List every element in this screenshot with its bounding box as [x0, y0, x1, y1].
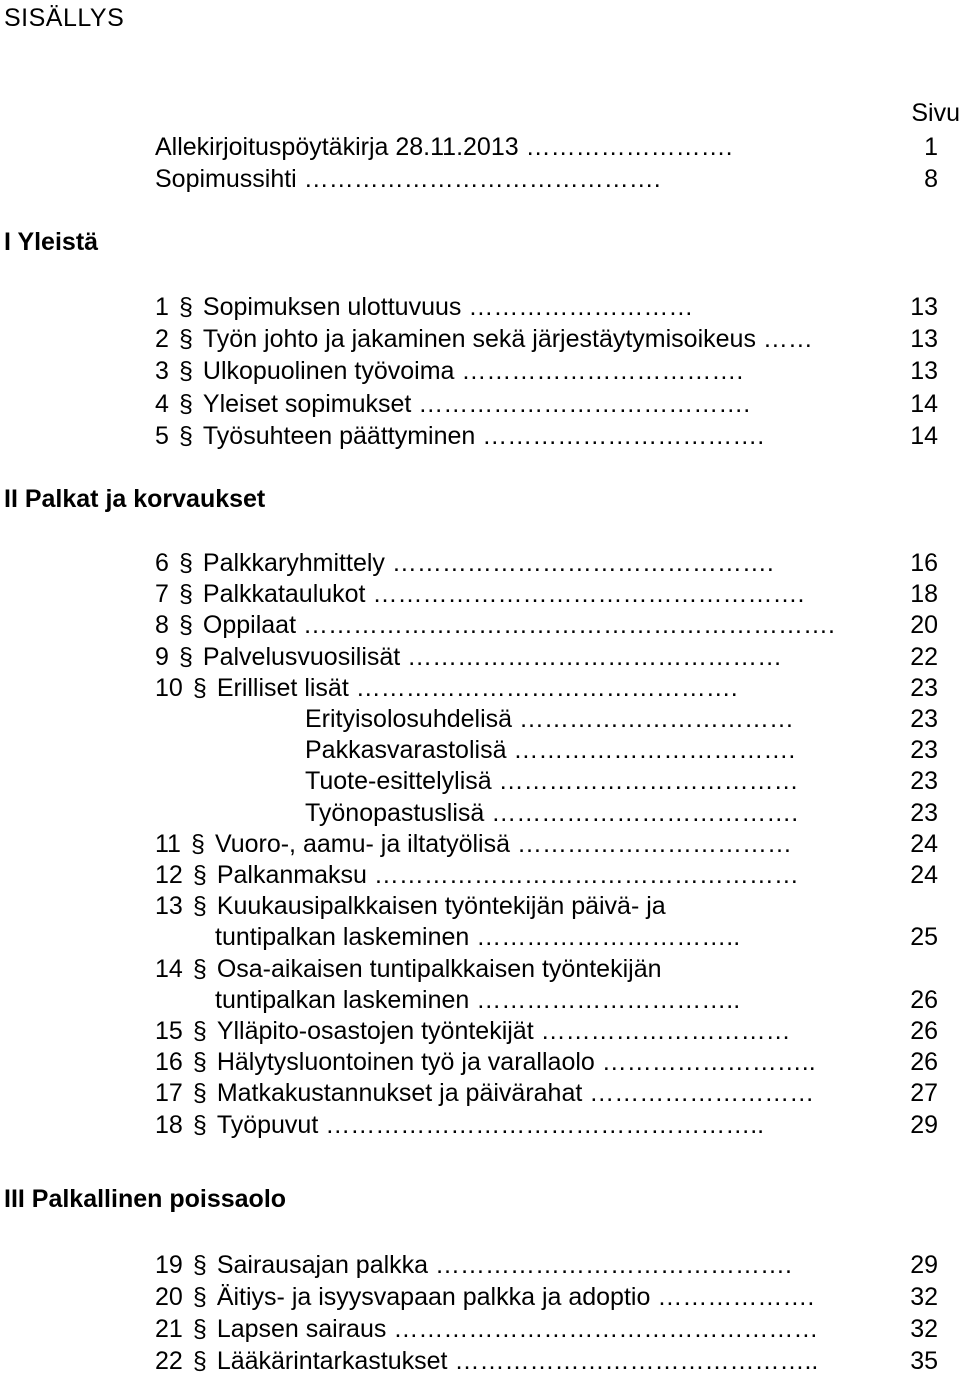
page-number: 29	[910, 1251, 938, 1279]
entry-text: Lääkärintarkastukset	[216, 1347, 448, 1375]
section-number: 16	[155, 1048, 183, 1077]
leader-dots: …………………………..	[469, 923, 741, 952]
toc-subentry	[305, 703, 794, 735]
toc-entry	[155, 1249, 792, 1281]
section-number: 5	[155, 421, 169, 450]
section-number: 4	[155, 389, 169, 418]
toc-title: SISÄLLYS	[4, 4, 125, 32]
page-number: 23	[910, 736, 938, 765]
entry-text: Sairausajan palkka	[216, 1251, 429, 1279]
leader-dots: ………………………………….	[411, 389, 751, 418]
toc-subentry	[305, 765, 799, 797]
page-number: 26	[910, 1048, 938, 1077]
entry-text: Matkakustannukset ja päivärahat	[216, 1079, 583, 1108]
section-sign: §	[178, 389, 193, 418]
page-number: 23	[910, 705, 938, 733]
leader-dots: ……………………………….	[484, 798, 799, 827]
toc-entry	[155, 578, 804, 610]
leader-dots: ……………………………	[510, 829, 792, 858]
section-sign: §	[192, 673, 207, 702]
toc-subentry	[305, 797, 798, 829]
leader-dots: …………………….	[525, 133, 733, 161]
section-number: 15	[155, 1017, 183, 1045]
entry-text: Sopimuksen ulottuvuus	[202, 293, 462, 321]
section-sign: §	[178, 325, 193, 354]
section-number: 9	[155, 642, 169, 671]
section-heading: II Palkat ja korvaukset	[4, 485, 266, 513]
section-number: 11	[155, 829, 181, 858]
entry-text: Ylläpito-osastojen työntekijät	[216, 1017, 534, 1045]
entry-text: Oppilaat	[202, 611, 297, 640]
section-number: 20	[155, 1283, 183, 1311]
section-number: 18	[155, 1110, 183, 1139]
leader-dots: ……………………………………….	[348, 673, 738, 702]
leader-dots: ………………………	[461, 293, 694, 321]
toc-entry	[155, 641, 782, 673]
page-number: 13	[910, 357, 938, 386]
entry-text: Äitiys- ja isyysvapaan palkka ja adoptio	[216, 1283, 651, 1311]
leader-dots: …………………………….	[454, 357, 744, 386]
page-number: 24	[910, 829, 938, 858]
section-number: 3	[155, 357, 169, 386]
leader-dots: ……………………..	[594, 1048, 816, 1077]
entry-text: Osa-aikaisen tuntipalkkaisen työntekijän	[216, 954, 662, 983]
entry-text: Palkanmaksu	[216, 861, 367, 889]
entry-continuation	[215, 921, 740, 953]
section-number: 17	[155, 1079, 183, 1108]
section-heading: III Palkallinen poissaolo	[4, 1185, 287, 1213]
entry-text: tuntipalkan laskeminen	[215, 985, 470, 1014]
entry-text: Erilliset lisät	[216, 673, 349, 702]
page-number: 18	[910, 580, 938, 609]
toc-entry	[155, 672, 738, 704]
toc-subentry	[305, 734, 795, 766]
section-sign: §	[192, 1315, 207, 1343]
leader-dots: ……………………………………………..	[318, 1110, 765, 1139]
toc-entry	[155, 1281, 814, 1313]
entry-text: Hälytysluontoinen työ ja varallaolo	[216, 1048, 595, 1077]
section-sign: §	[192, 1079, 207, 1108]
page-number: 23	[910, 767, 938, 796]
section-heading: I Yleistä	[4, 228, 99, 256]
entry-text: Työpuvut	[216, 1110, 319, 1139]
entry-text: Työsuhteen päättyminen	[202, 421, 476, 450]
page-number: 35	[910, 1347, 938, 1375]
leader-dots: ……………………………	[512, 705, 794, 733]
section-sign: §	[178, 642, 193, 671]
toc-entry	[155, 953, 662, 985]
toc-entry	[155, 420, 764, 452]
section-sign: §	[192, 1283, 207, 1311]
leader-dots: ……………………………………………	[386, 1315, 819, 1343]
section-number: 21	[155, 1315, 183, 1343]
page-number: 32	[910, 1283, 938, 1311]
toc-entry	[155, 547, 774, 579]
leader-dots: …………………………..	[469, 985, 741, 1014]
leader-dots: ……………………………………………	[366, 861, 799, 889]
section-sign: §	[178, 421, 193, 450]
toc-entry	[155, 859, 799, 891]
entry-text: Palvelusvuosilisät	[202, 642, 401, 671]
section-number: 6	[155, 549, 169, 577]
page-number: 14	[910, 421, 938, 450]
page-number: 26	[910, 985, 938, 1014]
leader-dots: ………………………………………	[400, 642, 783, 671]
section-sign: §	[192, 1017, 207, 1045]
toc-entry	[155, 609, 835, 641]
entry-text: Palkkataulukot	[202, 580, 366, 609]
toc-entry	[155, 1077, 814, 1109]
page-number: 22	[910, 642, 938, 671]
toc-entry	[155, 355, 743, 387]
leader-dots: …………………………	[533, 1017, 791, 1045]
section-sign: §	[192, 892, 207, 921]
toc-entry	[155, 323, 813, 355]
toc-entry	[155, 1046, 816, 1078]
section-number: 1	[155, 293, 169, 321]
section-sign: §	[192, 1251, 207, 1279]
toc-entry	[155, 388, 750, 420]
section-number: 19	[155, 1251, 183, 1279]
page-number: 16	[910, 549, 938, 577]
toc-entry	[155, 1345, 818, 1377]
page-number: 24	[910, 861, 938, 889]
page-number: 29	[910, 1110, 938, 1139]
entry-text: Tuote-esittelylisä	[305, 767, 492, 796]
section-sign: §	[192, 1347, 207, 1375]
entry-text: Ulkopuolinen työvoima	[202, 357, 455, 386]
toc-entry	[155, 131, 733, 163]
page-number: 25	[910, 923, 938, 952]
leader-dots: …………………………………………….	[365, 580, 805, 609]
section-number: 7	[155, 580, 169, 609]
entry-text: Työnopastuslisä	[305, 798, 485, 827]
entry-text: Sopimussihti	[155, 165, 297, 193]
page-column-header: Sivu	[911, 99, 960, 127]
toc-entry	[155, 890, 666, 922]
page-number: 27	[910, 1079, 938, 1108]
leader-dots: ……………….	[650, 1283, 815, 1311]
page-number: 20	[910, 611, 938, 640]
entry-text: Yleiset sopimukset	[202, 389, 412, 418]
section-number: 12	[155, 861, 183, 889]
toc-entry	[155, 163, 661, 195]
leader-dots: …………………………….	[506, 736, 796, 765]
leader-dots: ……………………………………………………….	[296, 611, 835, 640]
page-number: 26	[910, 1017, 938, 1045]
section-number: 14	[155, 954, 183, 983]
toc-entry	[155, 1109, 764, 1141]
entry-text: Kuukausipalkkaisen työntekijän päivä- ja	[216, 892, 666, 921]
entry-text: Pakkasvarastolisä	[305, 736, 507, 765]
section-number: 8	[155, 611, 169, 640]
leader-dots: ……………………………………..	[447, 1347, 819, 1375]
section-sign: §	[192, 954, 207, 983]
toc-entry	[155, 291, 693, 323]
entry-text: Vuoro-, aamu- ja iltatyölisä	[214, 829, 510, 858]
page-number: 32	[910, 1315, 938, 1343]
entry-text: Allekirjoituspöytäkirja 28.11.2013	[155, 133, 519, 161]
leader-dots: ……	[755, 325, 813, 354]
page-number: 13	[910, 293, 938, 321]
section-number: 22	[155, 1347, 183, 1375]
section-number: 13	[155, 892, 183, 921]
entry-text: Erityisolosuhdelisä	[305, 705, 513, 733]
page-number: 13	[910, 325, 938, 354]
section-sign: §	[178, 293, 193, 321]
section-number: 2	[155, 325, 169, 354]
page-number: 1	[924, 133, 938, 161]
leader-dots: …………………………………….	[303, 165, 661, 193]
toc-entry	[155, 1313, 818, 1345]
leader-dots: …………………………….	[475, 421, 765, 450]
section-sign: §	[178, 580, 193, 609]
page-number: 14	[910, 389, 938, 418]
toc-entry	[155, 828, 792, 860]
section-sign: §	[178, 611, 193, 640]
page-number: 8	[924, 165, 938, 193]
entry-text: Työn johto ja jakaminen sekä järjestäytymisoikeus	[202, 325, 756, 354]
entry-text: Lapsen sairaus	[216, 1315, 387, 1343]
page-number: 23	[910, 673, 938, 702]
page-number: 23	[910, 798, 938, 827]
section-sign: §	[178, 549, 193, 577]
leader-dots: …………………………………….	[428, 1251, 792, 1279]
section-sign: §	[192, 1110, 207, 1139]
leader-dots: ………………………………	[491, 767, 799, 796]
leader-dots: ……………………………………….	[384, 549, 774, 577]
section-number: 10	[155, 673, 183, 702]
leader-dots: ………………………	[582, 1079, 815, 1108]
section-sign: §	[191, 829, 205, 858]
entry-continuation	[215, 984, 740, 1016]
section-sign: §	[192, 861, 207, 889]
section-sign: §	[178, 357, 193, 386]
section-sign: §	[192, 1048, 207, 1077]
toc-entry	[155, 1015, 791, 1047]
entry-text: tuntipalkan laskeminen	[215, 923, 470, 952]
entry-text: Palkkaryhmittely	[202, 549, 385, 577]
